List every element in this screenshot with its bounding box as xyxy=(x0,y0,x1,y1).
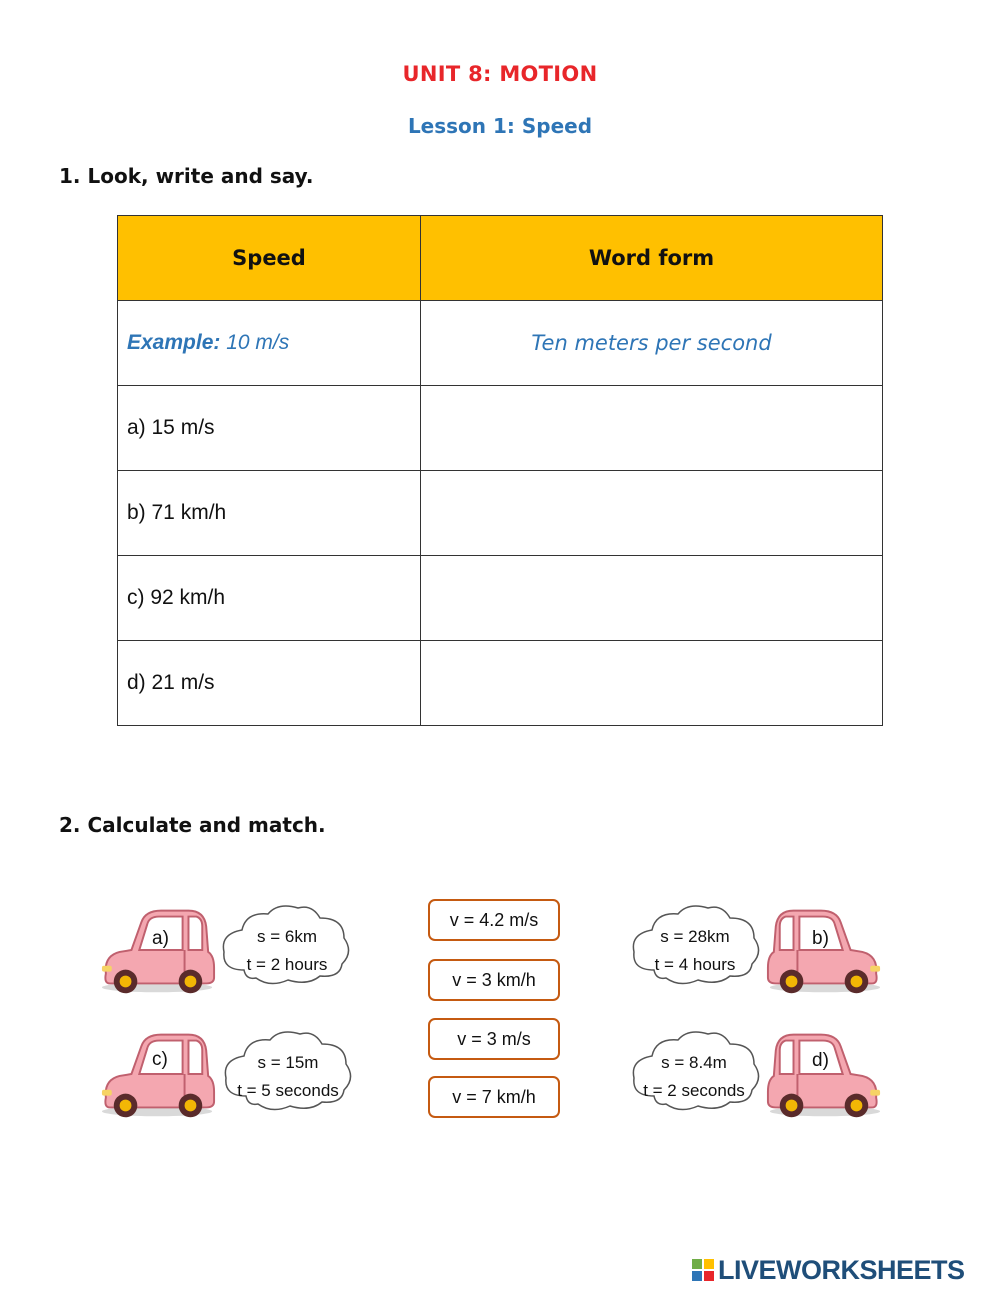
liveworksheets-logo xyxy=(692,1254,965,1286)
example-prefix: Example: xyxy=(127,331,221,354)
velocity-option-4[interactable]: v = 7 km/h xyxy=(428,1076,560,1118)
logo-text: LIVEWORKSHEETS xyxy=(718,1254,965,1285)
exercise-1-heading: 1. Look, write and say. xyxy=(59,164,314,188)
table-header-row xyxy=(118,216,883,301)
speed-cell-c: c) 92 km/h xyxy=(118,556,421,641)
cloud-a-time: t = 2 hours xyxy=(246,955,328,974)
table-row xyxy=(118,386,883,471)
speed-table xyxy=(117,215,883,726)
velocity-option-1[interactable]: v = 4.2 m/s xyxy=(428,899,560,941)
answer-cell-b[interactable] xyxy=(421,471,883,556)
car-b-label: b) xyxy=(812,928,829,949)
example-word-form: Ten meters per second xyxy=(421,301,883,386)
exercise-2-heading: 2. Calculate and match. xyxy=(59,813,326,837)
table-row xyxy=(118,471,883,556)
table-row xyxy=(118,556,883,641)
speed-cell-d: d) 21 m/s xyxy=(118,641,421,726)
lesson-title: Lesson 1: Speed xyxy=(407,114,593,138)
car-c-image xyxy=(98,1028,218,1120)
column-header-word-form: Word form xyxy=(421,216,883,301)
velocity-option-3[interactable]: v = 3 m/s xyxy=(428,1018,560,1060)
car-a-label: a) xyxy=(152,928,169,949)
example-speed-cell xyxy=(118,301,421,386)
car-b-image xyxy=(764,904,884,996)
car-a-image xyxy=(98,904,218,996)
cloud-c-distance: s = 15m xyxy=(257,1053,319,1072)
car-d-image xyxy=(764,1028,884,1120)
example-row xyxy=(118,301,883,386)
example-speed: 10 m/s xyxy=(226,331,290,354)
car-d-label: d) xyxy=(812,1050,829,1071)
cloud-b-time: t = 4 hours xyxy=(654,955,736,974)
logo-icon xyxy=(692,1259,714,1281)
car-c-label: c) xyxy=(152,1049,168,1070)
table-row xyxy=(118,641,883,726)
cloud-d-time: t = 2 seconds xyxy=(643,1081,745,1100)
cloud-b-distance: s = 28km xyxy=(660,927,730,946)
column-header-speed: Speed xyxy=(118,216,421,301)
cloud-c-time: t = 5 seconds xyxy=(237,1081,339,1100)
speed-cell-b: b) 71 km/h xyxy=(118,471,421,556)
cloud-a-distance: s = 6km xyxy=(257,927,317,946)
unit-title: UNIT 8: MOTION xyxy=(402,62,598,86)
answer-cell-a[interactable] xyxy=(421,386,883,471)
cloud-d-distance: s = 8.4m xyxy=(661,1053,727,1072)
speed-cell-a: a) 15 m/s xyxy=(118,386,421,471)
answer-cell-d[interactable] xyxy=(421,641,883,726)
velocity-option-2[interactable]: v = 3 km/h xyxy=(428,959,560,1001)
answer-cell-c[interactable] xyxy=(421,556,883,641)
